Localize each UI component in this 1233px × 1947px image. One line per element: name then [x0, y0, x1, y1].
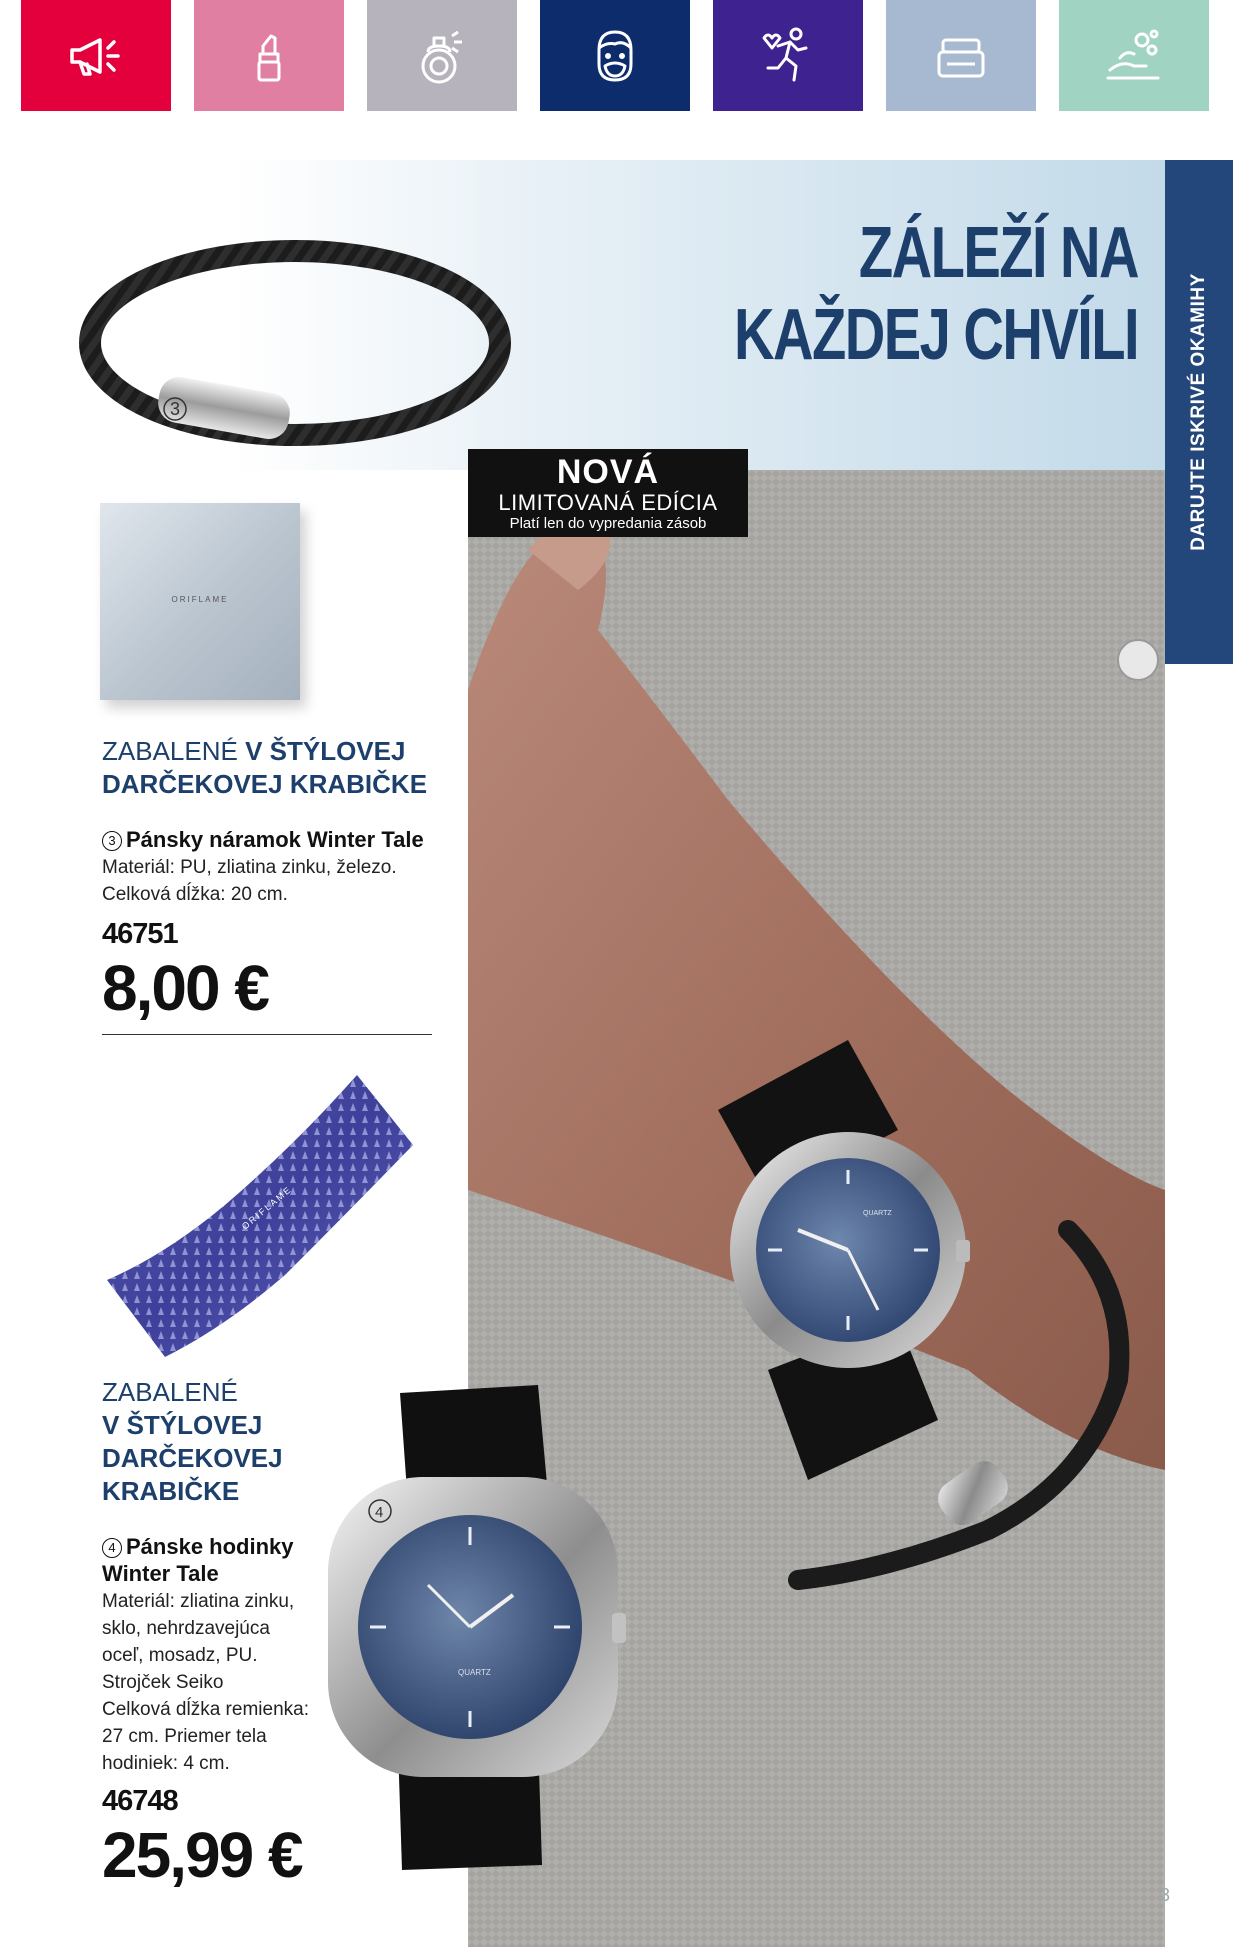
packaging-note-1-light: ZABALENÉ: [102, 736, 238, 766]
new-limited-badge: [468, 449, 748, 537]
product-2-desc-line: 27 cm. Priemer tela: [102, 1726, 267, 1747]
packaging-note-2-bold-c: KRABIČKE: [102, 1476, 240, 1506]
product-marker-4: 4: [375, 1504, 384, 1521]
tab-wellness[interactable]: [713, 0, 863, 111]
product-2-desc-line: Strojček Seiko: [102, 1672, 224, 1693]
tab-men[interactable]: [540, 0, 690, 111]
perfume-icon: [410, 24, 474, 88]
product-1-description: [102, 854, 397, 908]
headline-line-1: ZÁLEŽÍ NA: [858, 213, 1138, 293]
packaging-note-2-light: ZABALENÉ: [102, 1377, 238, 1407]
product-1-price: 8,00 €: [102, 952, 268, 1024]
watch-quartz-label: QUARTZ: [458, 1668, 491, 1677]
packaging-note-1-bold-b: DARČEKOVEJ KRABIČKE: [102, 769, 428, 799]
badge-line-2: LIMITOVANÁ EDÍCIA: [498, 490, 718, 515]
tab-makeup[interactable]: [194, 0, 344, 111]
packaging-note-2-bold-a: V ŠTÝLOVEJ: [102, 1410, 263, 1440]
badge-line-1: NOVÁ: [556, 453, 660, 491]
product-1-title: [102, 826, 424, 853]
product-2-title: [102, 1533, 294, 1587]
gift-box-image-1: [100, 503, 300, 700]
product-2-desc-line: hodiniek: 4 cm.: [102, 1753, 230, 1774]
watch-image: [328, 1385, 628, 1870]
bracelet-image: [70, 225, 520, 465]
product-2-marker: 4: [102, 1538, 122, 1558]
page-number: 3: [1160, 1885, 1171, 1905]
packaging-note-2: [102, 1376, 283, 1508]
product-divider: [102, 1034, 432, 1035]
product-1-desc-line: Materiál: PU, zliatina zinku, železo.: [102, 857, 397, 878]
headline-line-2: KAŽDEJ CHVÍLI: [733, 295, 1138, 375]
product-2-title-line-1: Pánske hodinky: [126, 1534, 294, 1559]
product-2-desc-line: Materiál: zliatina zinku,: [102, 1591, 295, 1612]
badge-line-3: Platí len do vypredania zásob: [509, 515, 707, 532]
watch-dial-text: QUARTZ: [863, 1210, 892, 1217]
product-2-code: 46748: [102, 1785, 178, 1817]
product-2-title-line-2: Winter Tale: [102, 1561, 219, 1586]
product-2-description: [102, 1588, 309, 1777]
product-2-desc-line: oceľ, mosadz, PU.: [102, 1645, 258, 1666]
bath-icon: [1102, 24, 1166, 88]
tab-bodycare[interactable]: [1059, 0, 1209, 111]
cream-jar-icon: [929, 24, 993, 88]
product-1-marker: 3: [102, 831, 122, 851]
packaging-note-1-bold-a: V ŠTÝLOVEJ: [245, 736, 406, 766]
product-1-title-text: Pánsky náramok Winter Tale: [126, 827, 424, 852]
packaging-note-1: [102, 735, 427, 801]
tab-skincare[interactable]: [886, 0, 1036, 111]
man-face-icon: [583, 24, 647, 88]
megaphone-icon: [64, 24, 128, 88]
page-headline: [734, 212, 1138, 376]
product-2-desc-line: sklo, nehrdzavejúca: [102, 1618, 270, 1639]
product-marker-3: 3: [170, 399, 181, 419]
product-2-desc-line: Celková dĺžka remienka:: [102, 1699, 309, 1720]
tab-fragrance[interactable]: [367, 0, 517, 111]
product-1-desc-line: Celková dĺžka: 20 cm.: [102, 884, 288, 905]
gift-box-brand-2: ORIFLAME: [239, 1184, 294, 1232]
side-banner: [1165, 160, 1233, 664]
packaging-note-2-bold-b: DARČEKOVEJ: [102, 1443, 283, 1473]
gift-box-brand-1: ORIFLAME: [171, 595, 229, 604]
product-1-code: 46751: [102, 918, 178, 950]
lipstick-icon: [237, 24, 301, 88]
category-tabs: [21, 0, 1213, 111]
product-2-price: 25,99 €: [102, 1819, 302, 1891]
tab-news[interactable]: [21, 0, 171, 111]
side-banner-text: DARUJTE ISKRIVÉ OKAMIHY: [1188, 273, 1209, 551]
gift-box-image-2: [95, 1065, 425, 1375]
runner-icon: [756, 24, 820, 88]
